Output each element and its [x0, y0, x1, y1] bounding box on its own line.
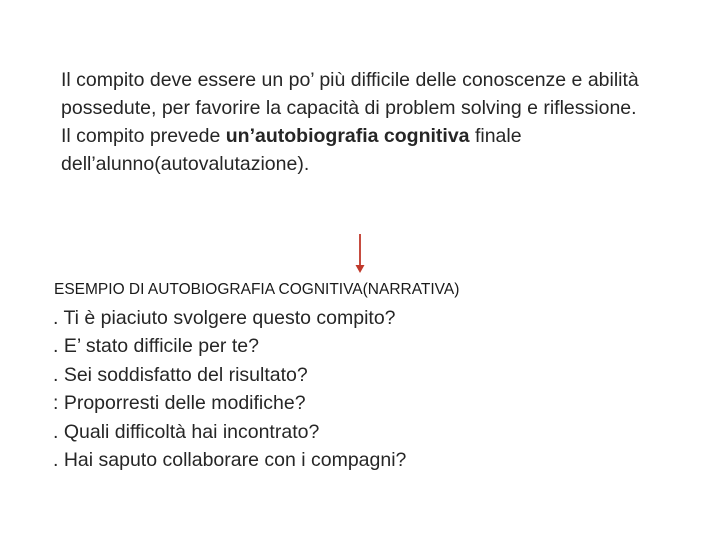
intro-paragraph-2 — [61, 122, 661, 178]
intro-paragraph-1: Il compito deve essere un po’ più difficile delle conoscenze e abilità possedute, per favorire la capacità di problem solving e riflessione. — [61, 69, 639, 119]
intro-paragraph-2-end: finale dell’alunno(autovalutazione). — [61, 125, 522, 175]
question-list — [53, 304, 406, 474]
question-item: . Quali difficoltà hai incontrato? — [53, 420, 320, 443]
question-item: : Proporresti delle modifiche? — [53, 392, 306, 415]
intro-paragraph-2-start: Il compito prevede — [61, 125, 226, 147]
down-arrow-icon — [352, 233, 368, 275]
question-item: . Hai saputo collaborare con i compagni? — [53, 449, 407, 472]
intro-text-block — [61, 66, 661, 178]
question-item: . Ti è piaciuto svolgere questo compito? — [53, 307, 396, 329]
question-item: . E’ stato difficile per te? — [53, 335, 259, 358]
example-title: ESEMPIO DI AUTOBIOGRAFIA COGNITIVA(NARRATIVA) — [54, 281, 460, 298]
question-item: . Sei soddisfatto del risultato? — [53, 363, 308, 386]
intro-bold-term: un’autobiografia cognitiva — [225, 125, 470, 147]
